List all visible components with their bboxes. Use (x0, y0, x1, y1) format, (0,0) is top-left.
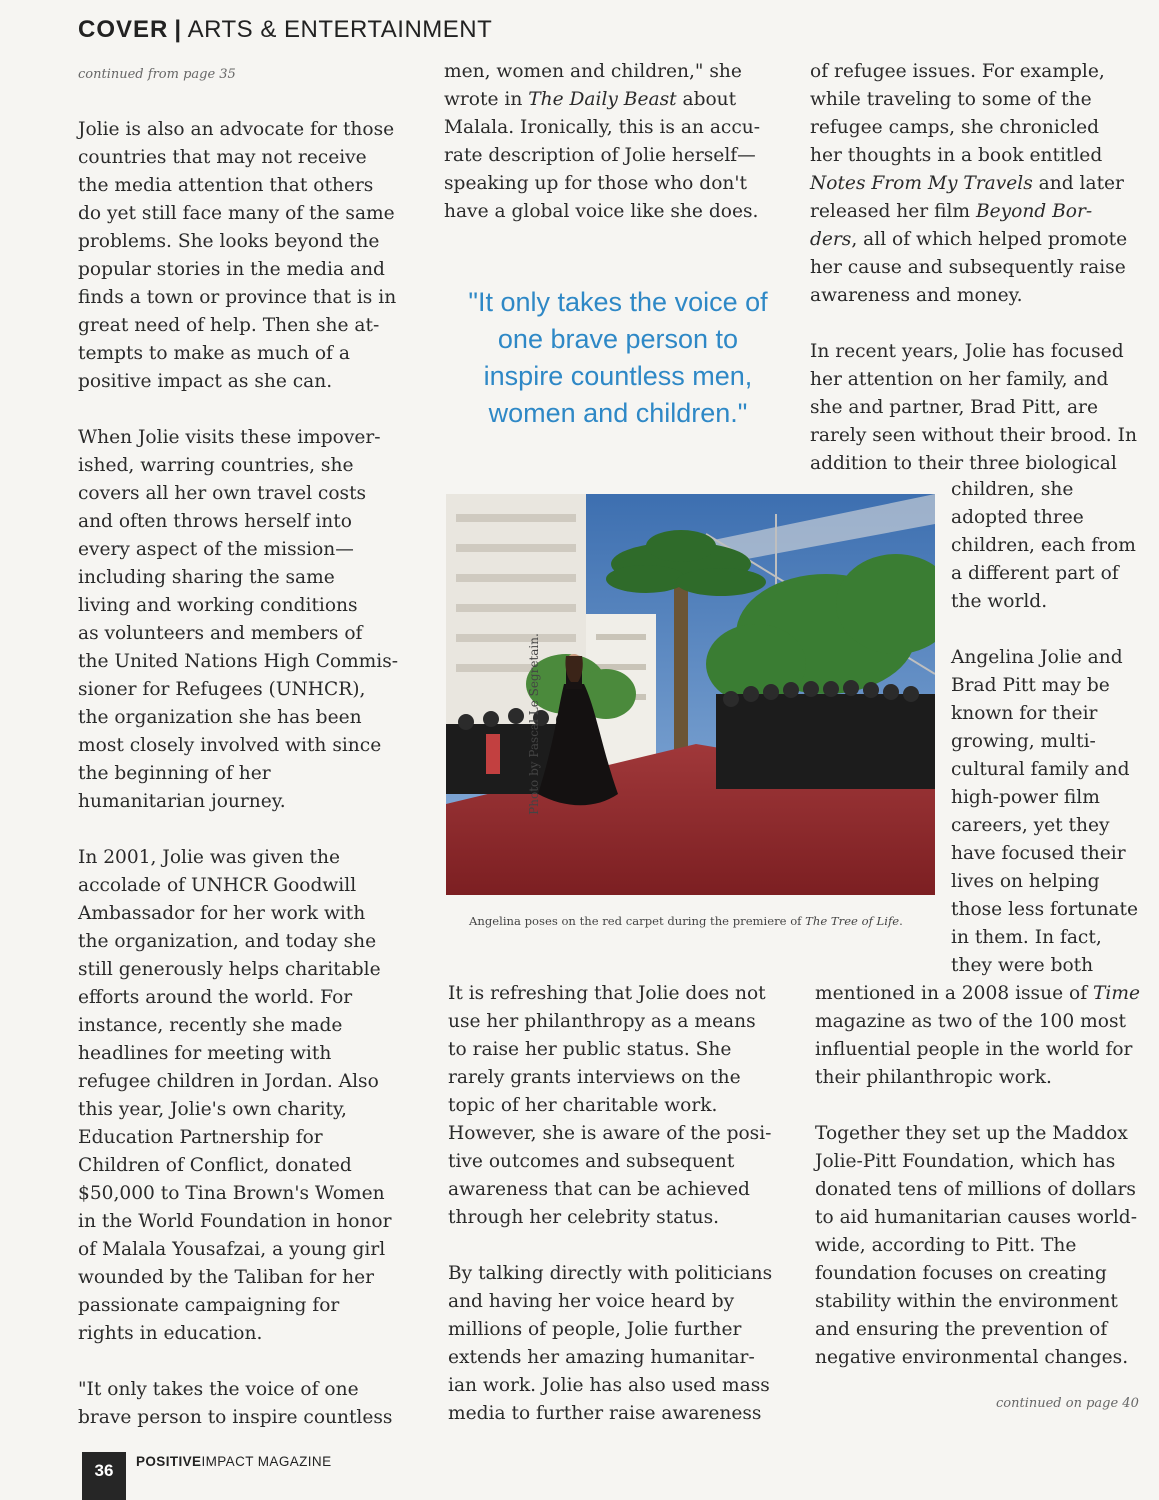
text-line: they were both (951, 955, 1094, 976)
text-line: problems. She looks beyond the (78, 231, 380, 252)
text-line: her cause and subsequently raise (810, 257, 1126, 278)
text-line: a different part of (951, 563, 1119, 584)
header-separator: | (174, 16, 182, 43)
text-line: "It only takes the voice of one (78, 1379, 359, 1400)
text-line: cultural family and (951, 759, 1130, 780)
text-line: do yet still face many of the same (78, 203, 395, 224)
text-run: mentioned in a 2008 issue of (815, 983, 1093, 1004)
text-line: the beginning of her (78, 763, 271, 784)
text-line: and ensuring the prevention of (815, 1319, 1108, 1340)
text-line: Together they set up the Maddox (815, 1123, 1128, 1144)
text-line: sioner for Refugees (UNHCR), (78, 679, 366, 700)
text-line: the United Nations High Commis- (78, 651, 399, 672)
text-line: their philanthropic work. (815, 1067, 1052, 1088)
text-line: speaking up for those who don't (444, 173, 747, 194)
text-line (444, 86, 784, 114)
col3-paragraph-1 (810, 58, 1155, 310)
text-line (810, 170, 1155, 198)
text-line: awareness and money. (810, 285, 1023, 306)
section-subtitle: ARTS & ENTERTAINMENT (187, 16, 493, 43)
text-run: released her film (810, 201, 976, 222)
text-line: the world. (951, 591, 1048, 612)
text-line: ished, warring countries, she (78, 455, 354, 476)
text-line: high-power film (951, 787, 1100, 808)
text-line: Education Partnership for (78, 1127, 323, 1148)
text-line: in them. In fact, (951, 927, 1102, 948)
text-line: the organization, and today she (78, 931, 377, 952)
text-line: headlines for meeting with (78, 1043, 332, 1064)
photo-credit: Photo by Pascal Le Segretain. (527, 633, 541, 815)
text-line: have a global voice like she does. (444, 201, 759, 222)
text-line: brave person to inspire countless (78, 1407, 393, 1428)
text-line: efforts around the world. For (78, 987, 353, 1008)
text-line: refugee camps, she chronicled (810, 117, 1100, 138)
text-line: tempts to make as much of a (78, 343, 350, 364)
text-line: rarely grants interviews on the (448, 1067, 741, 1088)
text-line: this year, Jolie's own charity, (78, 1099, 347, 1120)
text-line: It is refreshing that Jolie does not (448, 983, 766, 1004)
text-line: to aid humanitarian causes world- (815, 1207, 1137, 1228)
text-line: great need of help. Then she at- (78, 315, 380, 336)
text-line: wide, according to Pitt. The (815, 1235, 1077, 1256)
film-title: Beyond Bor- (975, 201, 1093, 222)
text-line: Brad Pitt may be (951, 675, 1110, 696)
text-line: and having her voice heard by (448, 1291, 735, 1312)
text-line: passionate campaigning for (78, 1295, 340, 1316)
text-line: including sharing the same (78, 567, 335, 588)
text-line: children, she (951, 479, 1074, 500)
text-line: as volunteers and members of (78, 623, 363, 644)
text-line: most closely involved with since (78, 735, 382, 756)
text-run: and later (1032, 173, 1124, 194)
text-line (810, 198, 1155, 226)
text-line: to raise her public status. She (448, 1039, 732, 1060)
column-3-bottom (815, 980, 1157, 1372)
text-line: addition to their three biological (810, 453, 1117, 474)
text-line: extends her amazing humanitar- (448, 1347, 755, 1368)
text-line: ian work. Jolie has also used mass (448, 1375, 770, 1396)
section-title: COVER (78, 16, 169, 43)
caption-end: . (899, 914, 903, 928)
red-carpet-photo (446, 494, 935, 895)
text-line: she and partner, Brad Pitt, are (810, 397, 1098, 418)
text-line: countries that may not receive (78, 147, 367, 168)
text-line: rate description of Jolie herself— (444, 145, 756, 166)
pull-quote: "It only takes the voice of one brave person to inspire countless men, women and children." (468, 287, 768, 428)
column-2-top (444, 58, 784, 226)
col3-paragraph-2-cont (951, 476, 1156, 616)
text-line: negative environmental changes. (815, 1347, 1129, 1368)
magazine-name-rest: IMPACT MAGAZINE (201, 1454, 332, 1469)
col3-paragraph-3 (951, 644, 1156, 980)
magazine-name (136, 1454, 331, 1469)
book-title: Notes From My Travels (810, 173, 1033, 194)
text-line: In recent years, Jolie has focused (810, 341, 1124, 362)
text-line: millions of people, Jolie further (448, 1319, 742, 1340)
magazine-name-bold: POSITIVE (136, 1454, 202, 1469)
col3-paragraph-3-cont (815, 980, 1157, 1092)
text-line: every aspect of the mission— (78, 539, 354, 560)
text-line: Jolie-Pitt Foundation, which has (815, 1151, 1116, 1172)
column-1 (78, 116, 423, 1432)
text-line: instance, recently she made (78, 1015, 343, 1036)
text-line: Ambassador for her work with (78, 903, 366, 924)
text-line: children, each from (951, 535, 1136, 556)
column-3-top (810, 58, 1155, 478)
col3-paragraph-2 (810, 338, 1155, 478)
caption-text: Angelina poses on the red carpet during the premiere of (469, 914, 806, 928)
text-line: accolade of UNHCR Goodwill (78, 875, 357, 896)
text-line: rights in education. (78, 1323, 263, 1344)
column-2-bottom (448, 980, 793, 1428)
film-title: The Tree of Life (805, 914, 900, 928)
section-header (78, 16, 492, 44)
text-line: topic of her charitable work. (448, 1095, 718, 1116)
text-line: careers, yet they (951, 815, 1110, 836)
text-run: about (676, 89, 737, 110)
text-line: those less fortunate (951, 899, 1138, 920)
text-line: awareness that can be achieved (448, 1179, 750, 1200)
film-title: ders (810, 229, 852, 250)
text-line: positive impact as she can. (78, 371, 333, 392)
text-run: , all of which helped promote (851, 229, 1128, 250)
text-line: men, women and children," she (444, 61, 742, 82)
col3-paragraph-4 (815, 1120, 1157, 1372)
page-number: 36 (82, 1452, 126, 1500)
text-line: use her philanthropy as a means (448, 1011, 756, 1032)
text-line: stability within the environment (815, 1291, 1118, 1312)
text-line: tive outcomes and subsequent (448, 1151, 735, 1172)
text-line: Children of Conflict, donated (78, 1155, 352, 1176)
text-line: However, she is aware of the posi- (448, 1123, 772, 1144)
text-line: influential people in the world for (815, 1039, 1133, 1060)
text-line: When Jolie visits these impover- (78, 427, 381, 448)
text-line: Jolie is also an advocate for those (78, 119, 395, 140)
text-line (810, 226, 1155, 254)
text-line: and often throws herself into (78, 511, 352, 532)
col1-paragraph-2 (78, 424, 423, 816)
text-line: her thoughts in a book entitled (810, 145, 1103, 166)
text-line: donated tens of millions of dollars (815, 1179, 1136, 1200)
magazine-title: Time (1092, 983, 1140, 1004)
text-line: while traveling to some of the (810, 89, 1092, 110)
text-line: the organization she has been (78, 707, 362, 728)
text-line: foundation focuses on creating (815, 1263, 1107, 1284)
text-line: still generously helps charitable (78, 959, 381, 980)
text-line: of Malala Yousafzai, a young girl (78, 1239, 386, 1260)
continued-from-note: continued from page 35 (78, 67, 236, 82)
col2-paragraph-2 (448, 980, 793, 1232)
text-line: humanitarian journey. (78, 791, 286, 812)
text-line: the media attention that others (78, 175, 374, 196)
text-line: Malala. Ironically, this is an accu- (444, 117, 760, 138)
col1-paragraph-1 (78, 116, 423, 396)
text-line: refugee children in Jordan. Also (78, 1071, 379, 1092)
column-3-wrap (951, 476, 1156, 980)
text-line: Angelina Jolie and (951, 647, 1123, 668)
col1-paragraph-3 (78, 844, 423, 1348)
col2-paragraph-3 (448, 1260, 793, 1428)
text-line: covers all her own travel costs (78, 483, 367, 504)
text-line: growing, multi- (951, 731, 1096, 752)
text-line: rarely seen without their brood. In (810, 425, 1137, 446)
text-line: of refugee issues. For example, (810, 61, 1105, 82)
text-line: popular stories in the media and (78, 259, 385, 280)
text-line: in the World Foundation in honor (78, 1211, 392, 1232)
text-line: magazine as two of the 100 most (815, 1011, 1126, 1032)
text-line: finds a town or province that is in (78, 287, 397, 308)
col2-paragraph-1 (444, 58, 784, 226)
text-run: wrote in (444, 89, 529, 110)
photo-caption (469, 914, 903, 928)
text-line: through her celebrity status. (448, 1207, 720, 1228)
text-line: $50,000 to Tina Brown's Women (78, 1183, 385, 1204)
continued-on-note: continued on page 40 (996, 1396, 1139, 1411)
text-line: known for their (951, 703, 1098, 724)
text-line: living and working conditions (78, 595, 358, 616)
text-line: By talking directly with politicians (448, 1263, 773, 1284)
text-line: have focused their (951, 843, 1126, 864)
text-line: her attention on her family, and (810, 369, 1109, 390)
text-line: media to further raise awareness (448, 1403, 762, 1424)
text-line: wounded by the Taliban for her (78, 1267, 375, 1288)
text-line (815, 980, 1157, 1008)
publication-title: The Daily Beast (528, 89, 677, 110)
text-line: In 2001, Jolie was given the (78, 847, 340, 868)
text-line: adopted three (951, 507, 1084, 528)
text-line: lives on helping (951, 871, 1100, 892)
col1-paragraph-4 (78, 1376, 423, 1432)
